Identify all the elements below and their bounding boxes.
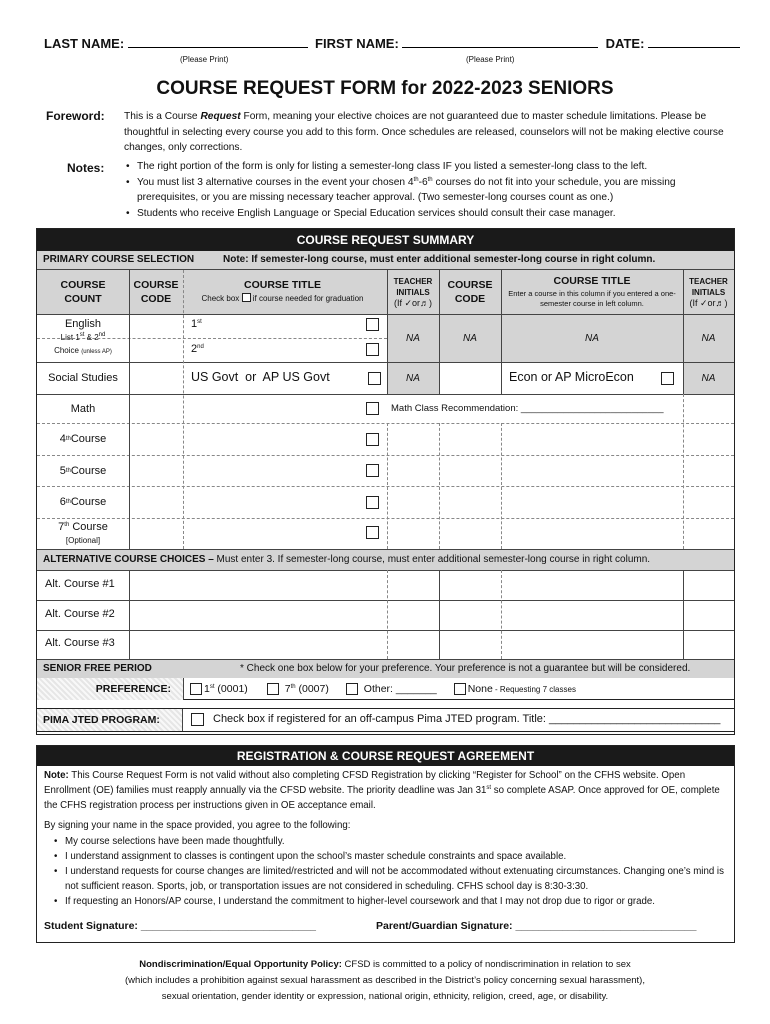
- note-item: • Students who receive English Language or Special Education services should consult their case manager.: [124, 206, 734, 222]
- agreement-item: • I understand assignment to classes is contingent upon the school’s master schedule constraints and space available.: [52, 849, 728, 864]
- primary-note: Note: If semester-long course, must enter additional semester-long course in right column.: [223, 254, 656, 265]
- foreword-label: Foreword:: [46, 109, 105, 123]
- row-6th-course: 6 th Course: [59, 496, 107, 508]
- econ-title: Econ or AP MicroEcon: [509, 370, 634, 384]
- alt-course-3: Alt. Course #3: [45, 637, 115, 649]
- first-name-field[interactable]: [402, 36, 598, 48]
- agreement-list: [52, 834, 728, 909]
- col-course-code: COURSE CODE: [133, 279, 179, 305]
- last-name-label: LAST NAME:: [44, 36, 125, 51]
- na-cell: NA: [701, 332, 716, 344]
- social-studies-grad-checkbox[interactable]: [368, 372, 381, 385]
- student-signature[interactable]: Student Signature: ______________________________: [44, 920, 317, 932]
- note-item: • You must list 3 alternative courses in the event your chosen 4th-6th courses do not fit into your schedule, you are missing prerequisites, or you are missing necessary teacher approval. (Two semester-long courses count as one.): [124, 175, 734, 206]
- english-second-grad-checkbox[interactable]: [366, 343, 379, 356]
- foreword-text: This is a Course Request Form, meaning your elective choices are not guaranteed due to master schedule limitations. Please be thoughtful in selecting every course you add to this form. Once schedules are released, counselors will not be making elective course changes, only corrections.: [124, 111, 724, 153]
- row-social-studies: Social Studies: [48, 372, 118, 384]
- first-name-label: FIRST NAME:: [315, 36, 399, 51]
- course5-grad-checkbox[interactable]: [366, 464, 379, 477]
- pref-7th-checkbox[interactable]: [267, 683, 279, 695]
- pima-label: PIMA JTED PROGRAM:: [37, 709, 183, 731]
- pref-other-checkbox[interactable]: [346, 683, 358, 695]
- preference-label-cell: PREFERENCE:: [37, 678, 183, 700]
- row-english: English List 1st & 2nd Choice (unless AP): [54, 317, 112, 355]
- alt-course-1: Alt. Course #1: [45, 578, 115, 590]
- notes-list: [124, 159, 734, 221]
- policy-text: Nondiscrimination/Equal Opportunity Policy: CFSD is committed to a policy of nondiscrimination in relation to sex (which includes a prohibition against sexual harassment as described in the District’s policy concerning sexual harassment), sexual orientation, gender identity or expression, national origin, ethnicity, religion, creed, age, or disability.: [125, 959, 645, 1002]
- col-course-count: COURSE COUNT: [60, 279, 106, 305]
- free-period-note: * Check one box below for your preference. Your preference is not a guarantee but will be considered.: [240, 663, 691, 674]
- math-grad-checkbox[interactable]: [366, 402, 379, 415]
- row-5th-course: 5 th Course: [59, 464, 107, 477]
- parent-signature[interactable]: Parent/Guardian Signature: _______________________________: [376, 920, 697, 932]
- col-right-initials: TEACHER INITIALS (If ✓or♬): [689, 276, 728, 308]
- free-period-label: SENIOR FREE PERIOD: [43, 663, 152, 674]
- free-period-bar: [37, 660, 734, 678]
- primary-bar: [37, 251, 734, 269]
- econ-checkbox[interactable]: [661, 372, 674, 385]
- col-right-title: COURSE TITLE Enter a course in this column if you entered a one-semester course in left column.: [508, 274, 676, 308]
- page-title: COURSE REQUEST FORM for 2022-2023 SENIORS: [156, 78, 614, 99]
- preference-options: [183, 678, 734, 700]
- agreement-note: Note: This Course Request Form is not valid without also completing CFSD Registration by clicking “Register for School” on the CFHS website. Open Enrollment (OE) families must reapply annually via the CFSD website. The priority deadline was Jan 31st so complete ASAP. Once approved for OE, complete the CFHS registration process per instructions given in OE acceptance email.: [44, 770, 720, 811]
- course7-grad-checkbox[interactable]: [366, 526, 379, 539]
- col-right-code: COURSE CODE: [447, 279, 493, 305]
- agreement-item: • I understand requests for course changes are limited/restricted and will not be accommodated without extenuating circumstances. Changing one’s mind is not sufficient reason. Sports, job, or transportation issues are not considered in scheduling. CFHS school day is 8:30-3:30.: [52, 864, 728, 894]
- alt-course-2: Alt. Course #2: [45, 608, 115, 620]
- row-7th-course: 7th Course [Optional]: [58, 520, 108, 545]
- english-first-choice-label: 1st: [191, 318, 202, 330]
- header-name-line: [44, 36, 740, 51]
- row-4th-course: 4 th Course: [59, 433, 107, 445]
- row-math: Math: [70, 402, 96, 415]
- na-cell: NA: [463, 332, 477, 344]
- date-field[interactable]: [648, 36, 740, 48]
- na-cell: NA: [406, 372, 420, 384]
- agreement-intro: By signing your name in the space provided, you agree to the following:: [44, 820, 351, 831]
- col-teacher-initials: TEACHER INITIALS (If ✓or♬): [393, 276, 433, 308]
- pref-7th-label: 7th (0007): [284, 683, 329, 695]
- pref-none-label: None - Requesting 7 classes: [467, 683, 576, 695]
- notes-label: Notes:: [67, 161, 105, 175]
- agreement-item: • My course selections have been made thoughtfully.: [52, 834, 728, 849]
- date-label: DATE:: [605, 36, 645, 51]
- math-recommendation[interactable]: Math Class Recommendation: ___________________________: [391, 403, 664, 414]
- note-item: • The right portion of the form is only for listing a semester-long class IF you listed a semester-long class to the left.: [124, 159, 734, 175]
- pref-1st-checkbox[interactable]: [190, 683, 202, 695]
- course4-grad-checkbox[interactable]: [366, 433, 379, 446]
- agreement-title: REGISTRATION & COURSE REQUEST AGREEMENT: [37, 746, 734, 766]
- pref-other-label: Other: _______: [363, 683, 437, 695]
- last-name-field[interactable]: [128, 36, 308, 48]
- english-second-choice-label: 2nd: [191, 343, 204, 355]
- course6-grad-checkbox[interactable]: [366, 496, 379, 509]
- alt-bar: ALTERNATIVE COURSE CHOICES – Must enter 3. If semester-long course, must enter additional semester-long course in right column.: [37, 550, 734, 570]
- col-course-title: COURSE TITLE Check box if course needed for graduation: [201, 279, 364, 303]
- pref-1st-label: 1st (0001): [204, 683, 248, 695]
- summary-title: COURSE REQUEST SUMMARY: [37, 229, 734, 251]
- english-first-grad-checkbox[interactable]: [366, 318, 379, 331]
- social-studies-title: US Govt or AP US Govt: [191, 370, 330, 384]
- pima-checkbox[interactable]: [191, 713, 204, 726]
- na-cell: NA: [701, 372, 716, 384]
- first-name-hint: (Please Print): [466, 55, 515, 64]
- pima-text[interactable]: Check box if registered for an off-campus Pima JTED program. Title: ____________________________: [213, 713, 721, 725]
- last-name-hint: (Please Print): [180, 55, 229, 64]
- agreement-item: • If requesting an Honors/AP course, I understand the commitment to higher-level coursework and that I may not drop due to rigor or grade.: [52, 894, 728, 909]
- pref-none-checkbox[interactable]: [454, 683, 466, 695]
- primary-label: PRIMARY COURSE SELECTION: [43, 254, 195, 265]
- na-cell: NA: [406, 332, 420, 344]
- na-cell: NA: [585, 332, 599, 344]
